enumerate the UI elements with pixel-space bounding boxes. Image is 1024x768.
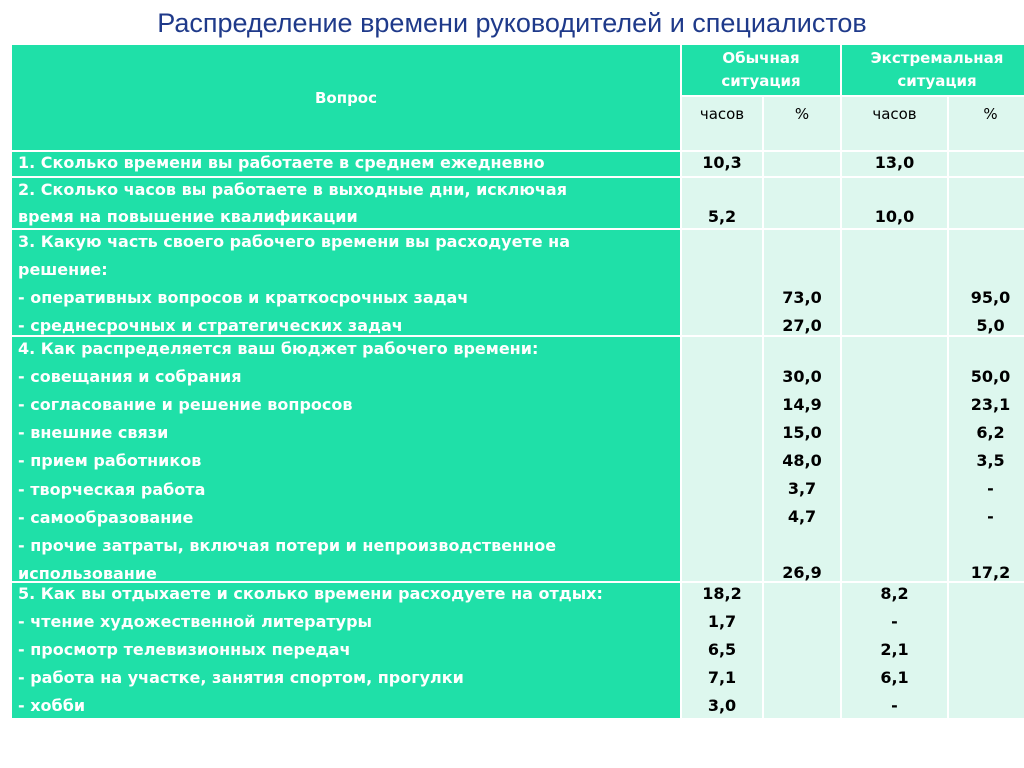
q3-normal-percent	[764, 230, 840, 335]
value: 95,0	[970, 288, 1011, 307]
header-extreme-hours: часов	[842, 97, 947, 150]
q3-normal-hours	[682, 230, 762, 335]
question-line: - среднесрочных и стратегических задач	[18, 316, 403, 335]
question-line: 4. Как распределяется ваш бюджет рабочего времени:	[18, 339, 539, 358]
q2-extreme-percent	[949, 178, 1024, 228]
q2-normal-hours	[682, 178, 762, 228]
value: 3,0	[707, 696, 737, 715]
q3-extreme-hours	[842, 230, 947, 335]
question-4	[12, 337, 680, 581]
value: 23,1	[970, 395, 1011, 414]
value: 10,3	[702, 153, 742, 172]
q4-normal-hours	[682, 337, 762, 581]
header-extreme-situation: Экстремальная ситуация	[842, 45, 1024, 95]
question-line: - согласование и решение вопросов	[18, 395, 353, 414]
q4-normal-percent	[764, 337, 840, 581]
q2-extreme-hours	[842, 178, 947, 228]
page-title: Распределение времени руководителей и специалистов	[157, 8, 867, 38]
value: 17,2	[970, 563, 1011, 581]
value: 13,0	[874, 153, 915, 172]
value: 1,7	[707, 612, 737, 631]
question-line: - творческая работа	[18, 480, 206, 499]
value: 73,0	[782, 288, 822, 307]
value: 6,5	[707, 640, 737, 659]
value: 3,7	[787, 479, 817, 498]
question-line: - прочие затраты, включая потери и непроизводственное	[18, 536, 557, 555]
time-distribution-table	[12, 45, 1024, 718]
question-line: - совещания и собрания	[18, 367, 242, 386]
header-normal-situation: Обычная ситуация	[682, 45, 840, 95]
value: 18,2	[702, 584, 742, 603]
value: 50,0	[970, 367, 1011, 386]
value: -	[987, 507, 994, 526]
value: -	[891, 612, 898, 631]
header-question: Вопрос	[12, 45, 680, 150]
question-line: 1. Сколько времени вы работаете в среднем ежедневно	[18, 153, 545, 172]
question-3	[12, 230, 680, 335]
question-2	[12, 178, 680, 228]
question-line: - самообразование	[18, 508, 194, 527]
value: 7,1	[707, 668, 737, 687]
question-line: 5. Как вы отдыхаете и сколько времени расходуете на отдых:	[18, 584, 603, 603]
question-line: - работа на участке, занятия спортом, прогулки	[18, 668, 464, 687]
question-line: 2. Сколько часов вы работаете в выходные дни, исключая	[18, 180, 567, 199]
value: 5,2	[707, 207, 737, 226]
q4-extreme-hours	[842, 337, 947, 581]
value: 6,2	[976, 423, 1005, 442]
value: 10,0	[874, 207, 915, 226]
value: 3,5	[976, 451, 1005, 470]
question-line: решение:	[18, 260, 108, 279]
q1-extreme-hours	[842, 152, 947, 176]
value: 4,7	[787, 507, 817, 526]
value: 5,0	[976, 316, 1005, 335]
q5-normal-hours	[682, 583, 762, 718]
question-line: - хобби	[18, 696, 86, 715]
q1-normal-hours	[682, 152, 762, 176]
question-line: - оперативных вопросов и краткосрочных задач	[18, 288, 469, 307]
value: 27,0	[782, 316, 822, 335]
q1-extreme-percent	[949, 152, 1024, 176]
q5-extreme-percent	[949, 583, 1024, 718]
value: -	[987, 479, 994, 498]
q5-extreme-hours	[842, 583, 947, 718]
header-normal-percent: %	[764, 97, 840, 150]
q2-normal-percent	[764, 178, 840, 228]
question-line: использование	[18, 564, 157, 581]
value: 2,1	[880, 640, 909, 659]
value: 26,9	[782, 563, 822, 581]
q4-extreme-percent	[949, 337, 1024, 581]
value: 14,9	[782, 395, 822, 414]
header-extreme-percent: %	[949, 97, 1024, 150]
value: -	[891, 696, 898, 715]
value: 6,1	[880, 668, 909, 687]
question-line: время на повышение квалификации	[18, 207, 358, 226]
q3-extreme-percent	[949, 230, 1024, 335]
header-normal-hours: часов	[682, 97, 762, 150]
value: 30,0	[782, 367, 822, 386]
value: 15,0	[782, 423, 822, 442]
value: 8,2	[880, 584, 909, 603]
q1-normal-percent	[764, 152, 840, 176]
question-line: 3. Какую часть своего рабочего времени вы расходуете на	[18, 232, 570, 251]
question-line: - прием работников	[18, 451, 202, 470]
question-line: - чтение художественной литературы	[18, 612, 372, 631]
question-line: - внешние связи	[18, 423, 169, 442]
q5-normal-percent	[764, 583, 840, 718]
question-line: - просмотр телевизионных передач	[18, 640, 351, 659]
question-5	[12, 583, 680, 718]
question-1	[12, 152, 680, 176]
value: 48,0	[782, 451, 822, 470]
